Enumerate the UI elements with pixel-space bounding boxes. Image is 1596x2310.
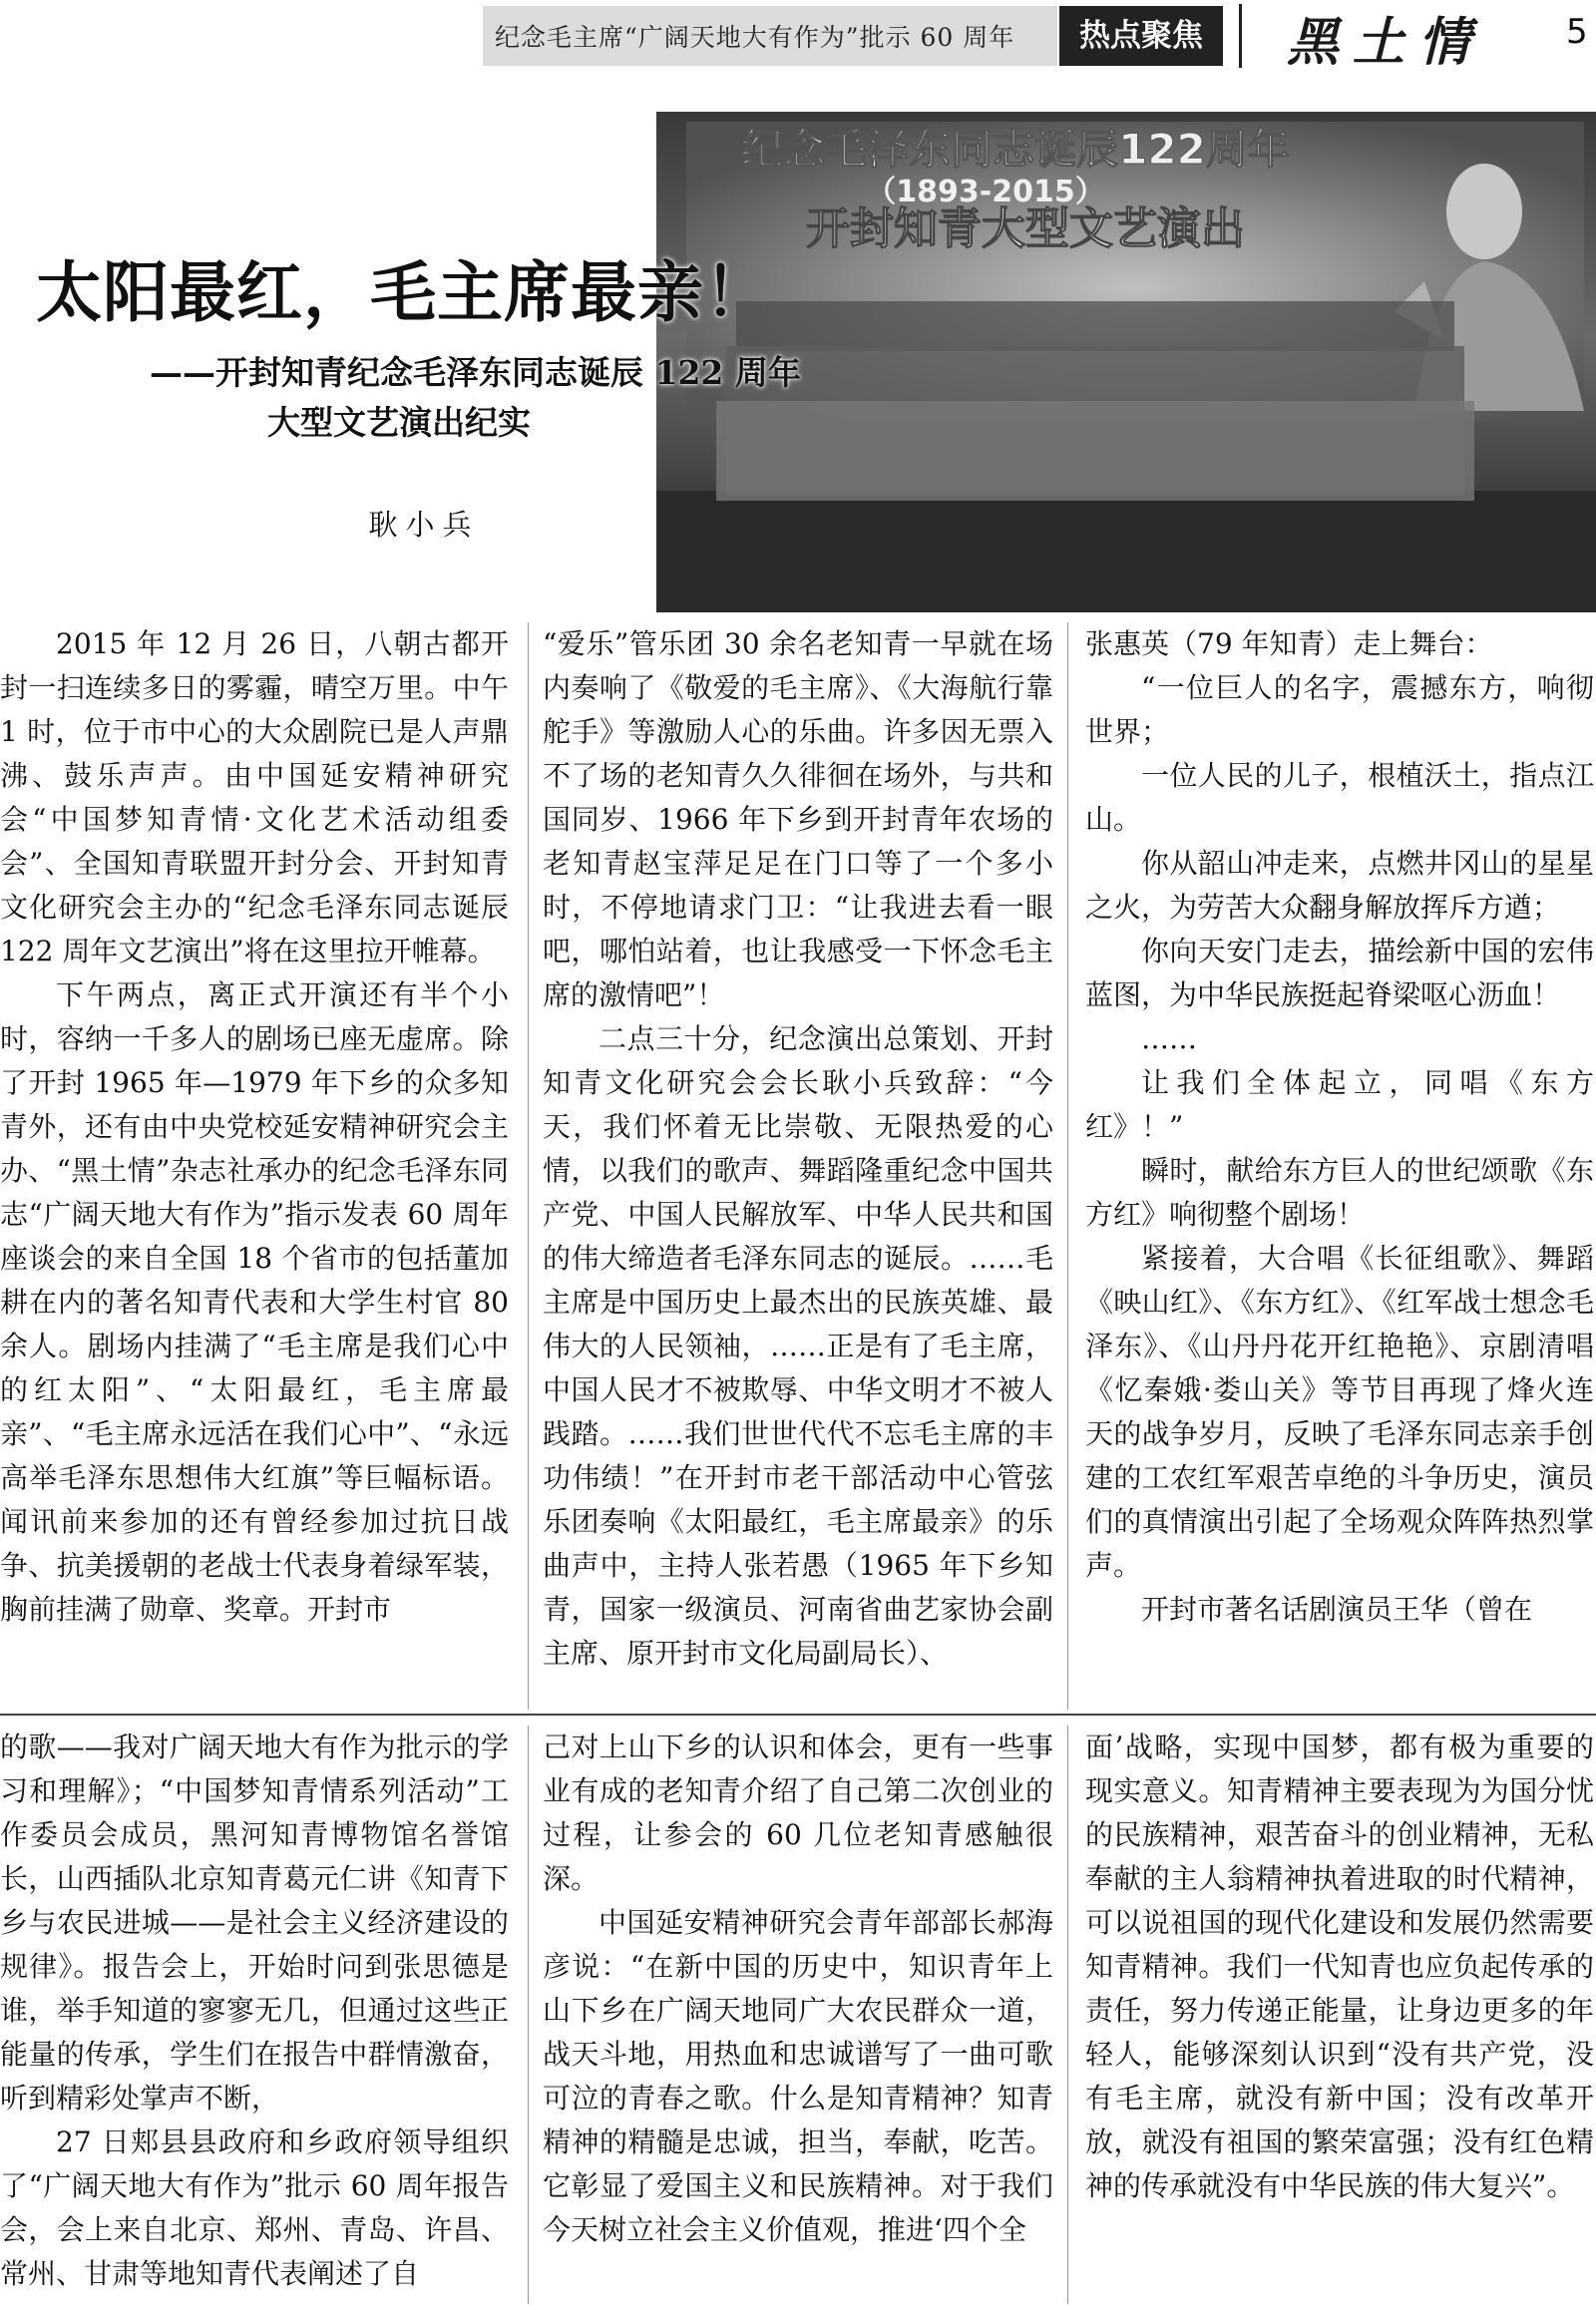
- paragraph: 面’战略，实现中国梦，都有极为重要的现实意义。知青精神主要表现为为国分忧的民族精神，艰苦奋斗的创业精神，无私奉献的主人翁精神执着进取的时代精神，可以说祖国的现代化建设和发展仍然需要知青精神。我们一代知青也应负起传承的责任，努力传递正能量，让身边更多的年轻人，能够深刻认识到“没有共产党，没有毛主席，就没有新中国；没有改革开放，就没有祖国的繁荣富强；没有红色精神的传承就没有中华民族的伟大复兴”。: [1085, 1731, 1594, 2202]
- paragraph: 下午两点，离正式开演还有半个小时，容纳一千多人的剧场已座无虚席。除了开封 1965 年—1979 年下乡的众多知青外，还有由中央党校延安精神研究会主办、“黑土情”杂志社承办的纪念毛泽东同志“广阔天地大有作为”指示发表 60 周年座谈会的来自全国 18 个省市的包括董加耕在内的著名知青代表和大学生村官 80 余人。剧场内挂满了“毛主席是我们心中的红太阳”、“太阳最红，毛主席最亲”、“毛主席永远活在我们心中”、“永远高举毛泽东思想伟大红旗”等巨幅标语。闻讯前来参加的还有曾经参加过抗日战争、抗美援朝的老战士代表身着绿军装，胸前挂满了勋章、奖章。开封市: [0, 978, 509, 1626]
- text-column-2: [543, 622, 1053, 1676]
- paragraph: 你向天安门走去，描绘新中国的宏伟蓝图，为中华民族挺起脊梁呕心沥血！: [1085, 935, 1594, 1011]
- paragraph: 你从韶山冲走来，点燃井冈山的星星之火，为劳苦大众翻身解放挥斥方遒；: [1085, 847, 1594, 924]
- paragraph: 开封市著名话剧演员王华（曾在: [1141, 1593, 1533, 1626]
- banner-line-2: （1893-2015）: [866, 175, 1105, 209]
- article-subtitle-2: 大型文艺演出纪实: [267, 403, 531, 442]
- article-title: 太阳最红，毛主席最亲！: [36, 254, 771, 331]
- page-number: 5: [1566, 12, 1588, 52]
- paragraph: “爱乐”管乐团 30 余名老知青一早就在场内奏响了《敬爱的毛主席》、《大海航行靠舵手》等激励人心的乐曲。许多因无票入不了场的老知青久久徘徊在场外，与共和国同岁、1966 年下乡到开封青年农场的老知青赵宝萍足足在门口等了一个多小时，不停地请求门卫：“让我进去看一眼吧，哪怕站着，也让我感受一下怀念毛主席的激情吧”！: [543, 627, 1053, 1011]
- article-subtitle-1: ——开封知青纪念毛泽东同志诞辰 122 周年: [150, 353, 801, 392]
- paragraph: 一位人民的儿子，根植沃土，指点江山。: [1085, 759, 1594, 836]
- banner-line-1: 纪念毛泽东同志诞辰122周年: [741, 125, 1290, 174]
- text-column-6: [1085, 1726, 1594, 2208]
- series-title: 纪念毛主席“广阔天地大有作为”批示 60 周年: [495, 23, 1015, 52]
- paragraph: 紧接着，大合唱《长征组歌》、舞蹈《映山红》、《东方红》、《红军战士想念毛泽东》、《山丹丹花开红艳艳》、京剧清唱《忆秦娥·娄山关》等节目再现了烽火连天的战争岁月，反映了毛泽东同志亲手创建的工农红军艰苦卓绝的斗争历史，演员们的真情演出引起了全场观众阵阵热烈掌声。: [1085, 1242, 1594, 1582]
- paragraph: 2015 年 12 月 26 日，八朝古都开封一扫连续多日的雾霾，晴空万里。中午 1 时，位于市中心的大众剧院已是人声鼎沸、鼓乐声声。由中国延安精神研究会“中国梦知青情·文化艺术活动组委会”、全国知青联盟开封分会、开封知青文化研究会主办的“纪念毛泽东同志诞辰 122 周年文艺演出”将在这里拉开帷幕。: [0, 627, 509, 967]
- page-header: [0, 0, 1596, 80]
- paragraph: “一位巨人的名字，震撼东方，响彻世界；: [1085, 671, 1594, 748]
- header-divider: [1239, 4, 1242, 68]
- article-author: 耿小兵: [368, 508, 480, 542]
- banner-line-3: 开封知青大型文艺演出: [806, 203, 1245, 254]
- paragraph: 中国延安精神研究会青年部部长郝海彦说：“在新中国的历史中，知识青年上山下乡在广阔天地同广大农民群众一道，战天斗地，用热血和忠诚谱写了一曲可歌可泣的青春之歌。什么是知青精神？知青精神的精髓是忠诚，担当，奉献，吃苦。它彰显了爱国主义和民族精神。对于我们今天树立社会主义价值观，推进‘四个全: [543, 1906, 1053, 2246]
- paragraph: 的歌——我对广阔天地大有作为批示的学习和理解》；“中国梦知青情系列活动”工作委员会成员，黑河知青博物馆名誉馆长，山西插队北京知青葛元仁讲《知青下乡与农民进城——是社会主义经济建设的规律》。报告会上，开始时问到张思德是谁，举手知道的寥寥无几，但通过这些正能量的传承，学生们在报告中群情激奋，听到精彩处掌声不断，: [0, 1731, 509, 2115]
- paragraph: 瞬时，献给东方巨人的世纪颂歌《东方红》响彻整个剧场！: [1085, 1154, 1594, 1231]
- paragraph: 张惠英（79 年知青）走上舞台：: [1085, 627, 1493, 660]
- paragraph: 己对上山下乡的认识和体会，更有一些事业有成的老知青介绍了自己第二次创业的过程，让参会的 60 几位老知青感触很深。: [543, 1731, 1053, 1895]
- text-column-1: [0, 622, 509, 1632]
- column-rule: [1067, 622, 1068, 1710]
- text-column-5: [543, 1726, 1053, 2252]
- text-column-3: [1085, 622, 1594, 1632]
- paragraph: 让我们全体起立，同唱《东方红》！”: [1085, 1066, 1594, 1143]
- column-rule: [528, 622, 529, 1710]
- choir-group: [716, 301, 1474, 501]
- paragraph: 27 日郏县县政府和乡政府领导组织了“广阔天地大有作为”批示 60 周年报告会，会上来自北京、郑州、青岛、许昌、常州、甘肃等地知青代表阐述了自: [0, 2125, 509, 2290]
- paragraph: ……: [1141, 1022, 1197, 1055]
- section-divider: [0, 1714, 1596, 1716]
- paragraph: 二点三十分，纪念演出总策划、开封知青文化研究会会长耿小兵致辞：“今天，我们怀着无比崇敬、无限热爱的心情，以我们的歌声、舞蹈隆重纪念中国共产党、中国人民解放军、中华人民共和国的伟大缔造者毛泽东同志的诞辰。……毛主席是中国历史上最杰出的民族英雄、最伟大的人民领袖，……正是有了毛主席，中国人民才不被欺辱、中华文明才不被人践踏。……我们世世代代不忘毛主席的丰功伟绩！”在开封市老干部活动中心管弦乐团奏响《太阳最红，毛主席最亲》的乐曲声中，主持人张若愚（1965 年下乡知青，国家一级演员、河南省曲艺家协会副主席、原开封市文化局副局长）、: [543, 1022, 1053, 1670]
- column-rule: [1067, 1726, 1068, 2304]
- column-rule: [528, 1726, 529, 2304]
- text-column-4: [0, 1726, 509, 2296]
- section-badge: 热点聚焦: [1059, 6, 1223, 66]
- magazine-logo: 黑土情: [1287, 12, 1485, 73]
